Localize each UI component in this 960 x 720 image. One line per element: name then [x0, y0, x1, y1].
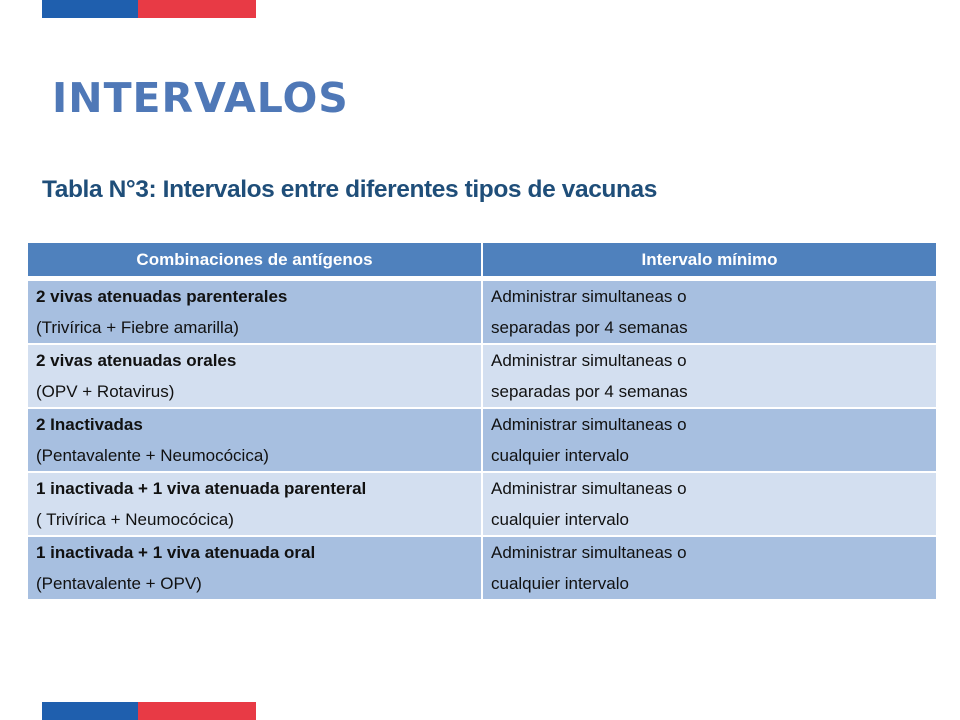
combination-cell — [27, 472, 482, 536]
table-caption: Tabla N°3: Intervalos entre diferentes tipos de vacunas — [42, 176, 658, 203]
combination-cell — [27, 408, 482, 472]
combination-detail: ( Trivírica + Neumocócica) — [36, 510, 234, 529]
interval-cell — [482, 344, 937, 408]
interval-line: cualquier intervalo — [491, 510, 629, 529]
interval-line: separadas por 4 semanas — [491, 318, 688, 337]
table-row — [27, 536, 937, 600]
combination-detail: (OPV + Rotavirus) — [36, 382, 175, 401]
interval-cell — [482, 408, 937, 472]
interval-line: cualquier intervalo — [491, 574, 629, 593]
table-row — [27, 408, 937, 472]
combination-cell — [27, 344, 482, 408]
interval-line: cualquier intervalo — [491, 446, 629, 465]
interval-line: Administrar simultaneas o — [491, 543, 687, 562]
flag-red-block — [138, 0, 256, 18]
combination-detail: (Trivírica + Fiebre amarilla) — [36, 318, 239, 337]
combination-title: 1 inactivada + 1 viva atenuada oral — [36, 543, 316, 562]
table-header-row — [27, 242, 937, 279]
flag-red-block — [138, 702, 256, 720]
combination-title: 2 Inactivadas — [36, 415, 143, 434]
interval-cell — [482, 472, 937, 536]
flag-blue-block — [42, 0, 138, 18]
flag-blue-block — [42, 702, 138, 720]
interval-line: Administrar simultaneas o — [491, 287, 687, 306]
table-row — [27, 344, 937, 408]
combination-cell — [27, 536, 482, 600]
interval-line: separadas por 4 semanas — [491, 382, 688, 401]
column-header-combinations: Combinaciones de antígenos — [27, 242, 482, 279]
interval-line: Administrar simultaneas o — [491, 479, 687, 498]
combination-cell — [27, 279, 482, 345]
interval-cell — [482, 536, 937, 600]
table-row — [27, 472, 937, 536]
combination-title: 1 inactivada + 1 viva atenuada parenteral — [36, 479, 367, 498]
flag-stripe-bottom — [42, 702, 256, 720]
combination-detail: (Pentavalente + OPV) — [36, 574, 202, 593]
vaccine-intervals-table — [26, 241, 938, 601]
combination-detail: (Pentavalente + Neumocócica) — [36, 446, 269, 465]
interval-line: Administrar simultaneas o — [491, 351, 687, 370]
combination-title: 2 vivas atenuadas orales — [36, 351, 237, 370]
page-title: INTERVALOS — [52, 74, 349, 122]
table-row — [27, 279, 937, 345]
column-header-interval: Intervalo mínimo — [482, 242, 937, 279]
combination-title: 2 vivas atenuadas parenterales — [36, 287, 288, 306]
interval-line: Administrar simultaneas o — [491, 415, 687, 434]
interval-cell — [482, 279, 937, 345]
flag-stripe-top — [42, 0, 256, 18]
